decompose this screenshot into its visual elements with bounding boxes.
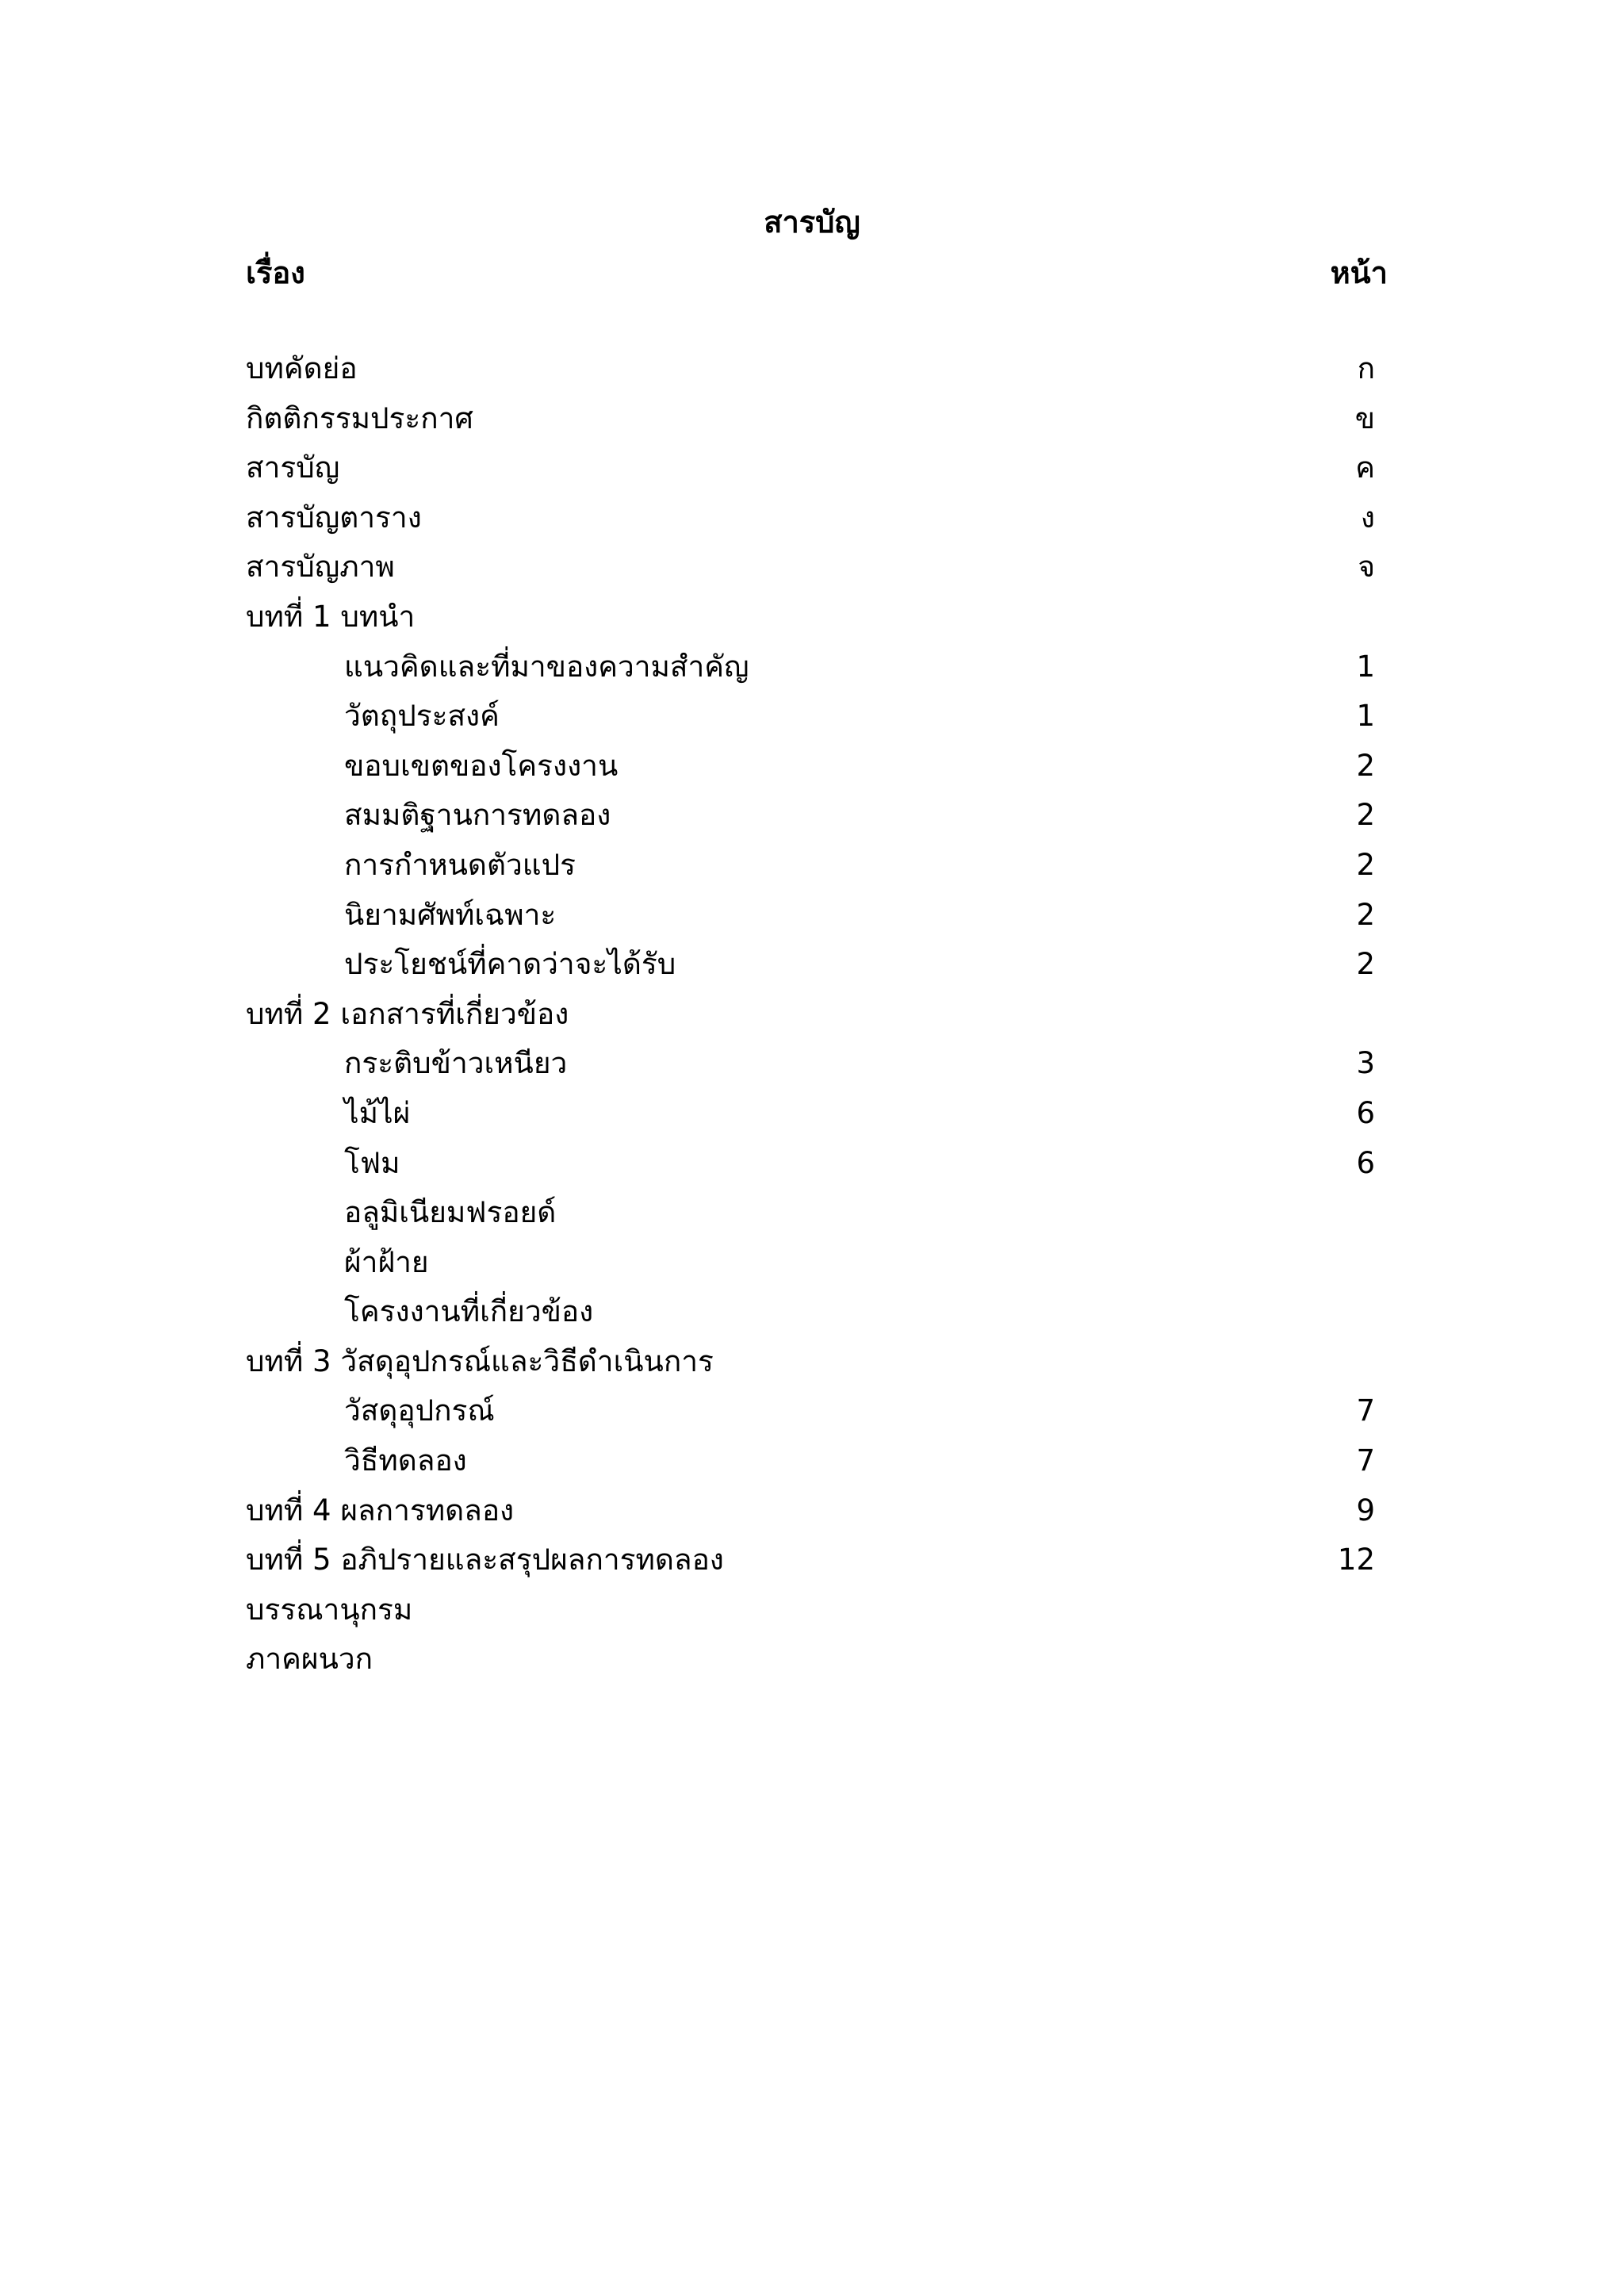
toc-page-number: 3 <box>1356 1046 1375 1081</box>
toc-entry-text: บทที่ 2 เอกสารที่เกี่ยวข้อง <box>246 996 569 1031</box>
toc-row <box>246 344 1388 394</box>
toc-row <box>246 891 1388 941</box>
toc-page-number: 2 <box>1356 947 1375 982</box>
toc-row <box>246 1139 1388 1189</box>
toc-row <box>246 1585 1388 1635</box>
toc-header <box>246 247 1388 298</box>
toc-entry-text: ขอบเขตของโครงงาน <box>344 748 619 783</box>
toc-row <box>246 1635 1388 1685</box>
toc-row <box>246 592 1388 642</box>
toc-row <box>246 493 1388 543</box>
toc-row <box>246 642 1388 692</box>
toc-entry-text: อลูมิเนียมฟรอยด์ <box>344 1195 557 1230</box>
toc-header-subject: เรื่อง <box>246 255 305 290</box>
toc-entry-text: วิธีทดลอง <box>344 1443 467 1478</box>
toc-entry-text: โฟม <box>344 1145 400 1180</box>
toc-page-number: 2 <box>1356 798 1375 833</box>
toc-page-number: 12 <box>1337 1543 1375 1577</box>
toc-row <box>246 1287 1388 1337</box>
toc-page-number: จ <box>1358 550 1375 585</box>
toc-row <box>246 1188 1388 1238</box>
toc-row <box>246 990 1388 1040</box>
page-title: สารบัญ <box>764 205 860 240</box>
toc-row <box>246 1089 1388 1139</box>
toc-entry-text: สารบัญ <box>246 450 340 485</box>
toc-row <box>246 542 1388 592</box>
toc-entry-text: วัตถุประสงค์ <box>344 699 500 734</box>
toc-row <box>246 940 1388 990</box>
toc-row <box>246 1436 1388 1486</box>
toc-entry-text: นิยามศัพท์เฉพาะ <box>344 897 557 932</box>
toc-entry-text: สารบัญตาราง <box>246 500 422 535</box>
toc-entry-text: สารบัญภาพ <box>246 550 395 585</box>
toc-entry-text: บทที่ 5 อภิปรายและสรุปผลการทดลอง <box>246 1543 724 1577</box>
toc-page-number: ง <box>1360 500 1375 535</box>
toc-page-number: 7 <box>1356 1393 1375 1428</box>
toc-row <box>246 443 1388 493</box>
toc-entry-text: กิตติกรรมประกาศ <box>246 401 473 435</box>
toc-entry-text: บทที่ 1 บทนำ <box>246 599 416 634</box>
toc-page-number: ก <box>1357 351 1375 385</box>
toc-page-number: 6 <box>1356 1145 1375 1180</box>
toc-entry-text: ภาคผนวก <box>246 1642 373 1677</box>
toc-entry-text: บทที่ 4 ผลการทดลอง <box>246 1493 515 1527</box>
toc-row <box>246 692 1388 742</box>
toc-entry-text: กระติบข้าวเหนียว <box>344 1046 568 1081</box>
toc-entry-text: บทคัดย่อ <box>246 351 358 385</box>
toc-entry-text: แนวคิดและที่มาของความสำคัญ <box>344 649 749 684</box>
toc-page-number: ค <box>1355 450 1375 485</box>
toc-page-number: ข <box>1354 401 1375 435</box>
toc-row <box>246 1535 1388 1585</box>
toc-row <box>246 1039 1388 1089</box>
toc-entry-text: สมมติฐานการทดลอง <box>344 798 611 833</box>
toc-page-number: 7 <box>1356 1443 1375 1478</box>
toc-entry-text: บทที่ 3 วัสดุอุปกรณ์และวิธีดำเนินการ <box>246 1343 714 1378</box>
toc-row <box>246 1337 1388 1387</box>
toc-entry-text: โครงงานที่เกี่ยวข้อง <box>344 1294 594 1329</box>
toc-page-number: 1 <box>1356 699 1375 734</box>
toc-row <box>246 394 1388 444</box>
toc-row <box>246 742 1388 792</box>
toc-entry-text: ไม้ไผ่ <box>344 1095 411 1130</box>
toc-header-page: หน้า <box>1330 255 1388 290</box>
toc-entry-text: วัสดุอุปกรณ์ <box>344 1393 495 1428</box>
toc-row <box>246 791 1388 841</box>
toc-page-number: 2 <box>1356 897 1375 932</box>
toc-page-number: 6 <box>1356 1095 1375 1130</box>
toc-page-number: 1 <box>1356 649 1375 684</box>
toc-row <box>246 1386 1388 1436</box>
toc-page-number: 2 <box>1356 847 1375 882</box>
toc-entry-text: บรรณานุกรม <box>246 1592 413 1627</box>
toc-row <box>246 1486 1388 1536</box>
toc-entry-text: ประโยชน์ที่คาดว่าจะได้รับ <box>344 947 676 982</box>
toc-row <box>246 841 1388 891</box>
table-of-contents <box>246 344 1388 1685</box>
toc-page-number: 9 <box>1356 1493 1375 1527</box>
toc-page-number: 2 <box>1356 748 1375 783</box>
toc-entry-text: ผ้าฝ้าย <box>344 1244 429 1279</box>
toc-row <box>246 1238 1388 1288</box>
toc-entry-text: การกำหนดตัวแปร <box>344 847 576 882</box>
